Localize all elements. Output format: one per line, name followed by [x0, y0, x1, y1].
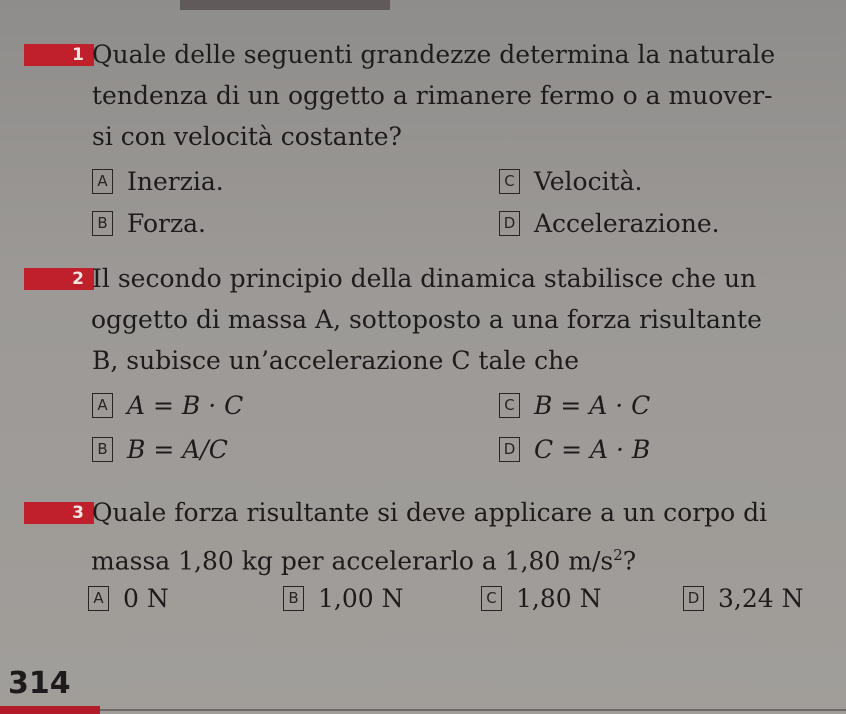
option-b[interactable] — [92, 435, 228, 464]
option-letter-badge: D — [499, 437, 520, 462]
option-formula: B = A/C — [127, 435, 228, 464]
option-letter-badge: D — [499, 211, 520, 236]
question-line-text: massa 1,80 kg per accelerarlo a 1,80 m/s — [91, 546, 614, 576]
option-d[interactable] — [499, 435, 650, 464]
option-text: 0 N — [123, 584, 169, 613]
option-letter-badge: A — [92, 169, 113, 194]
option-c[interactable] — [481, 584, 602, 613]
question-line: oggetto di massa A, sottoposto a una forza risultante — [91, 305, 762, 334]
question-line: Quale delle seguenti grandezze determina la naturale — [92, 40, 776, 69]
option-letter-badge: A — [88, 586, 109, 611]
option-letter-badge: B — [92, 211, 113, 236]
question-number-badge: 1 — [24, 44, 94, 66]
option-letter-badge: A — [92, 393, 113, 418]
option-letter-badge: C — [499, 393, 520, 418]
question-number-badge: 2 — [24, 268, 94, 290]
page-number: 314 — [8, 666, 71, 701]
question-number-badge: 3 — [24, 502, 94, 524]
option-c[interactable] — [499, 167, 643, 196]
option-text: Accelerazione. — [534, 209, 720, 238]
page-number-bar — [0, 706, 100, 714]
option-formula: A = B · C — [127, 391, 244, 420]
exponent: 2 — [613, 546, 623, 564]
question-text — [92, 492, 832, 579]
option-text: 1,00 N — [318, 584, 404, 613]
option-b[interactable] — [283, 584, 404, 613]
option-letter-badge: B — [92, 437, 113, 462]
option-text: Velocità. — [534, 167, 643, 196]
question-line: si con velocità costante? — [92, 122, 402, 151]
option-text: Inerzia. — [127, 167, 224, 196]
option-c[interactable] — [499, 391, 650, 420]
option-a[interactable] — [88, 584, 169, 613]
option-b[interactable] — [92, 209, 206, 238]
question-line: Quale forza risultante si deve applicare a un corpo di — [92, 498, 768, 527]
question-line: tendenza di un oggetto a rimanere fermo o a muover- — [92, 81, 773, 110]
option-a[interactable] — [92, 391, 243, 420]
footer-rule — [100, 709, 846, 711]
option-text: 3,24 N — [718, 584, 804, 613]
option-formula: B = A · C — [534, 391, 651, 420]
option-text: 1,80 N — [516, 584, 602, 613]
question-line — [91, 535, 832, 581]
option-letter-badge: C — [481, 586, 502, 611]
option-d[interactable] — [499, 209, 720, 238]
question-line-suffix: ? — [622, 546, 637, 576]
option-letter-badge: B — [283, 586, 304, 611]
question-line: Il secondo principio della dinamica stabilisce che un — [92, 264, 757, 293]
option-text: Forza. — [127, 209, 207, 238]
question-text — [92, 258, 832, 381]
option-a[interactable] — [92, 167, 224, 196]
option-formula: C = A · B — [534, 435, 651, 464]
top-decoration — [180, 0, 390, 10]
option-letter-badge: C — [499, 169, 520, 194]
question-line: B, subisce un’accelerazione C tale che — [92, 346, 579, 375]
question-text — [92, 34, 832, 157]
option-letter-badge: D — [683, 586, 704, 611]
option-d[interactable] — [683, 584, 804, 613]
